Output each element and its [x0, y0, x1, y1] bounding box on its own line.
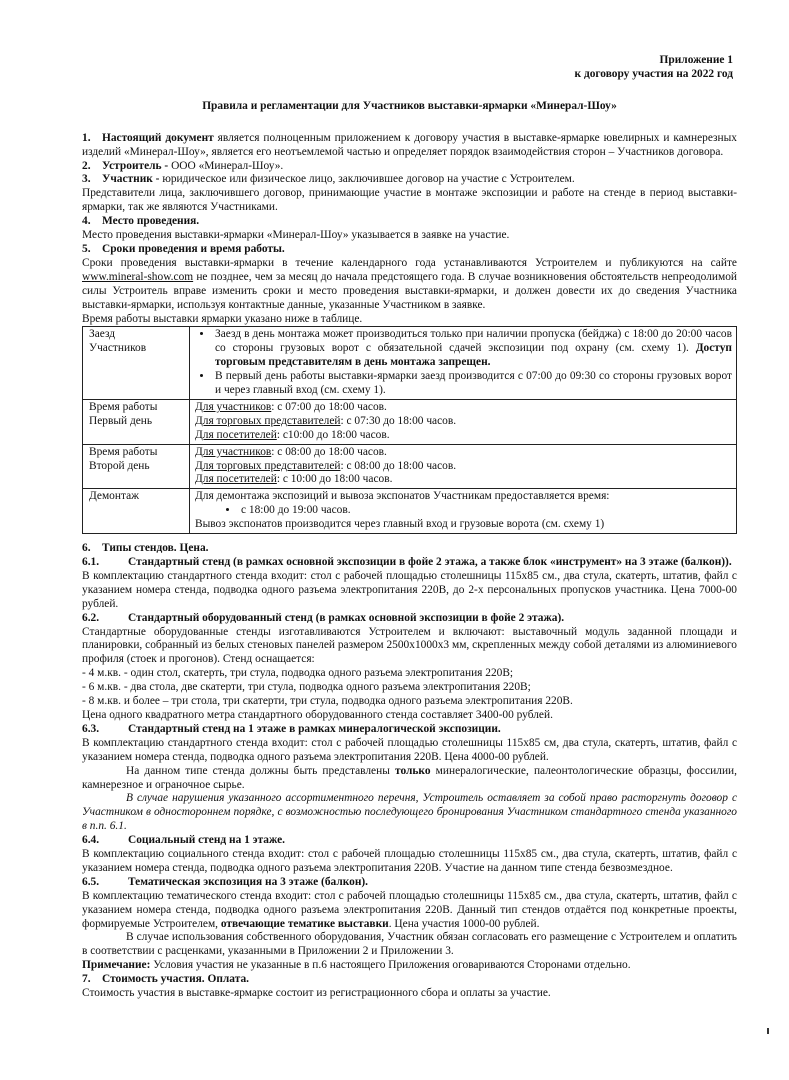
arrival-label-line2: Участников — [89, 342, 147, 355]
section-3-representatives: Представители лица, заключившего договор, принимающие участие в монтаже экспозиции и работе на стенде в период выставки-ярмарки, так же являются Участниками. — [82, 187, 737, 214]
day1-trade-reps-label: Для торговых представителей — [195, 414, 341, 427]
arrival-bullet-1-text: Заезд в день монтажа может производиться только при наличии пропуска (бейджа) с 18:00 до 20:00 часов со стороны грузовых ворот с обязательной сдачей экспозиции под охрану (см. схему 1). — [215, 328, 732, 355]
arrival-label — [83, 327, 190, 400]
section-6-3-number: 6.3. — [82, 722, 100, 735]
section-6-3-title: Стандартный стенд на 1 этаже в рамках минералогической экспозиции. — [128, 722, 501, 735]
section-6-note — [82, 959, 737, 973]
section-5 — [82, 243, 737, 257]
section-6-note-text: Условия участия не указанные в п.6 настоящего Приложения оговариваются Сторонами отдельно. — [150, 959, 631, 972]
section-3-number: 3. — [82, 173, 91, 186]
document-title: Правила и регламентации для Участников выставки-ярмарки «Минерал-Шоу» — [202, 99, 617, 112]
day2-trade-reps-time: : с 08:00 до 18:00 часов. — [340, 459, 457, 472]
day1-participants-time: : с 07:00 до 18:00 часов. — [271, 400, 387, 413]
day2-trade-reps — [195, 460, 732, 474]
day1-visitors-time: : с10:00 до 18:00 часов. — [276, 428, 390, 441]
annex-number: Приложение 1 — [659, 54, 733, 66]
section-5-heading: Сроки проведения и время работы. — [102, 242, 285, 255]
section-3-text: юридическое или физическое лицо, заключившее договор на участие с Устроителем. — [159, 173, 575, 186]
section-6-3-restriction-only: только — [395, 764, 431, 777]
section-6-2-item-6m: - 6 м.кв. - два стола, две скатерти, три стула, подводка одного разъема электропитания 220В; — [82, 681, 531, 694]
section-6-3-restriction-a: На данном типе стенда должны быть представлены — [126, 764, 396, 777]
day1-participants — [195, 401, 732, 415]
section-6-1-heading — [82, 556, 737, 570]
section-6-3-note: В случае нарушения указанного ассортиментного перечня, Устроитель оставляет за собой право расторгнуть договор с Участником в одностороннем порядке, с возможностью последующего бронирования Участником стандартного стенда указанного в п.п. 6.1. — [82, 792, 737, 833]
day1-label-line2: Первый день — [89, 414, 153, 427]
section-6-3-text: В комплектацию стандартного стенда входит: стол с рабочей площадью столешницы 115х85 см, два стула, скатерть, штатив, файл с указанием номера стенда, подводка одного разъема электропитания 220В. Цена 4000-00 рублей. — [82, 736, 737, 763]
day1-visitors — [195, 429, 732, 443]
dismantle-content — [190, 489, 737, 534]
section-7-heading: Стоимость участия. Оплата. — [102, 973, 249, 986]
section-6-2-item-4m: - 4 м.кв. - один стол, скатерть, три стула, подводка одного разъема электропитания 220В; — [82, 667, 514, 680]
section-2-number: 2. — [82, 159, 91, 172]
section-1 — [82, 132, 737, 160]
section-6-5-heading — [82, 876, 737, 890]
section-7-number: 7. — [82, 973, 91, 986]
day2-visitors-time: : с 10:00 до 18:00 часов. — [276, 473, 393, 486]
day1-participants-label: Для участников — [195, 400, 272, 413]
section-6-3-heading — [82, 723, 737, 737]
schedule-table — [82, 326, 737, 534]
arrival-label-line1: Заезд — [89, 328, 116, 341]
dismantle-line1: Для демонтажа экспозиций и вывоза экспонатов Участникам предоставляется время: — [195, 490, 610, 503]
day1-visitors-label: Для посетителей — [195, 428, 277, 441]
section-1-number: 1. — [82, 131, 91, 144]
section-6-3-restriction-c: минералогические, палеонтологические образцы, фоссилии, камнерезное и ограночное сырье. — [82, 764, 737, 791]
day2-visitors-label: Для посетителей — [195, 473, 277, 486]
day2-participants-time: : с 08:00 до 18:00 часов. — [271, 445, 387, 458]
schedule-intro: Время работы выставки ярмарки указано ниже в таблице. — [82, 312, 363, 325]
dismantle-line3: Вывоз экспонатов производится через главный вход и грузовые ворота (см. схему 1) — [195, 518, 605, 531]
section-6-2-item-8m: - 8 м.кв. и более – три стола, три скатерти, три стула, подводка одного разъема электропитания 220В. — [82, 695, 573, 708]
day2-label-line2: Второй день — [89, 459, 150, 472]
website-link[interactable]: www.mineral-show.com — [82, 270, 194, 283]
section-6-5-text-b: отвечающие тематике выставки — [220, 917, 389, 930]
day2-label-line1: Время работы — [89, 445, 158, 458]
schedule-row-arrival — [83, 327, 737, 400]
section-4 — [82, 215, 737, 229]
arrival-bullet-2: • В первый день работы выставки-ярмарки заезд производится с 07:00 до 09:30 со стороны грузовых ворот и через главный вход (см. схему 1). — [213, 370, 732, 398]
section-2 — [82, 160, 737, 174]
section-3-heading: Участник - — [102, 173, 160, 186]
section-2-text: ООО «Минерал-Шоу». — [168, 159, 284, 172]
section-6-2-price: Цена одного квадратного метра стандартного оборудованного стенда составляет 3400-00 рублей. — [82, 708, 553, 721]
day2-visitors — [195, 473, 732, 487]
section-6-note-label: Примечание: — [82, 959, 151, 972]
section-6-2-number: 6.2. — [82, 611, 100, 624]
section-6-3-restriction — [82, 765, 737, 793]
section-3 — [82, 173, 737, 187]
scan-mark — [767, 1028, 769, 1034]
section-6-4-heading — [82, 834, 737, 848]
section-6-5-text-a: В комплектацию тематического стенда входит: стол с рабочей площадью столешницы 115х85 см., два стула, скатерть, штатив, файл с указанием номера стенда, подводка одного разъема электропитания 220В. Данный тип стендов отдаётся под конкретные проекты, формируемые Устроителем, — [82, 889, 737, 930]
section-6-4-title: Социальный стенд на 1 этаже. — [128, 834, 286, 847]
day2-trade-reps-label: Для торговых представителей — [195, 459, 341, 472]
dismantle-time-bullet: • с 18:00 до 19:00 часов. — [239, 504, 732, 518]
section-6-2-heading — [82, 612, 737, 626]
day2-participants — [195, 446, 732, 460]
section-6-4-text: В комплектацию социального стенда входит: стол с рабочей площадью столешницы 115х85 см., два стула, скатерть, штатив, файл с указанием номера стенда, подводка одного разъема электропитания 220В. Участие на данном типе стенда безвозмездное. — [82, 848, 737, 874]
section-7-text: Стоимость участия в выставке-ярмарке состоит из регистрационного сбора и оплаты за участие. — [82, 987, 551, 1000]
section-5-text — [82, 257, 737, 313]
section-1-text: является полноценным приложением к договору участия в выставке-ярмарке ювелирных и камнерезных изделий «Минерал-Шоу», является его неотъемлемой частью и определяет порядок взаимодействия сторон – Участников договора. — [82, 131, 737, 158]
arrival-content — [190, 327, 737, 400]
day1-label-line1: Время работы — [89, 400, 158, 413]
section-6-5-text — [82, 890, 737, 932]
arrival-bullet-1 — [213, 328, 732, 370]
section-7 — [82, 973, 737, 987]
section-6-number: 6. — [82, 542, 91, 555]
section-6-5-title: Тематическая экспозиция на 3 этаже (балкон). — [128, 875, 369, 888]
dismantle-label: Демонтаж — [83, 489, 190, 534]
schedule-row-day2 — [83, 444, 737, 489]
day1-content — [190, 399, 737, 444]
section-5-text-b: не позднее, чем за месяц до начала предстоящего года. В случае возникновения обстоятельств непреодолимой силы Устроитель вправе изменить сроки и место проведения выставки-ярмарки, и должен довести их до сведения Участника выставки-ярмарки, используя контактные данные, указанные Участником в заявке. — [82, 270, 737, 311]
section-6 — [82, 542, 737, 556]
section-6-1-title: Стандартный стенд (в рамках основной экспозиции в фойе 2 этажа, а также блок «инструмент» на 3 этаже (балкон)). — [128, 556, 732, 568]
arrival-bullet-1-bold: Доступ торговым представителям в день монтажа запрещен. — [215, 342, 732, 369]
day2-label — [83, 444, 190, 489]
day1-label — [83, 399, 190, 444]
day2-content — [190, 444, 737, 489]
section-4-number: 4. — [82, 215, 91, 228]
day1-trade-reps-time: : с 07:30 до 18:00 часов. — [340, 414, 457, 427]
section-6-2-text: Стандартные оборудованные стенды изготавливаются Устроителем и включают: выставочный модуль заданной площади и планировки, собранный из белых стеновых панелей размером 2500х1000х3 мм, скрепленных между собой деталями из алюминиевого профиля (стоек и прогонов). Стенд оснащается: — [82, 625, 737, 666]
section-6-5-own-equipment: В случае использования собственного оборудования, Участник обязан согласовать его размещение с Устроителем и оплатить в соответствии с расценками, указанными в Приложении 2 и Приложении 3. — [82, 931, 737, 958]
section-6-1-text: В комплектацию стандартного стенда входит: стол с рабочей площадью столешницы 115х85 см., два стула, скатерть, штатив, файл с указанием номера стенда, подводка одного разъема электропитания 220В, до 2-х персональных пропусков участника. Цена 7000-00 рублей. — [82, 569, 737, 610]
day2-participants-label: Для участников — [195, 445, 272, 458]
day1-trade-reps — [195, 415, 732, 429]
schedule-row-day1 — [83, 399, 737, 444]
section-2-heading: Устроитель - — [102, 159, 169, 172]
section-6-5-number: 6.5. — [82, 875, 100, 888]
section-5-number: 5. — [82, 242, 91, 255]
annex-contract-ref: к договору участия на 2022 год — [574, 67, 733, 80]
section-4-heading: Место проведения. — [102, 215, 200, 228]
section-4-text: Место проведения выставки-ярмарки «Минерал-Шоу» указывается в заявке на участие. — [82, 229, 510, 242]
section-1-heading: Настоящий документ — [102, 131, 214, 144]
section-5-text-a: Сроки проведения выставки-ярмарки в течение календарного года устанавливаются Устроителем и публикуются на сайте — [82, 256, 737, 269]
section-6-1-number: 6.1. — [82, 556, 100, 568]
section-6-4-number: 6.4. — [82, 834, 100, 847]
section-6-2-title: Стандартный оборудованный стенд (в рамках основной экспозиции в фойе 2 этажа). — [128, 611, 565, 624]
section-6-heading: Типы стендов. Цена. — [102, 542, 209, 555]
section-6-5-text-c: . Цена участия 1000-00 рублей. — [388, 917, 540, 930]
schedule-row-dismantle — [83, 489, 737, 534]
